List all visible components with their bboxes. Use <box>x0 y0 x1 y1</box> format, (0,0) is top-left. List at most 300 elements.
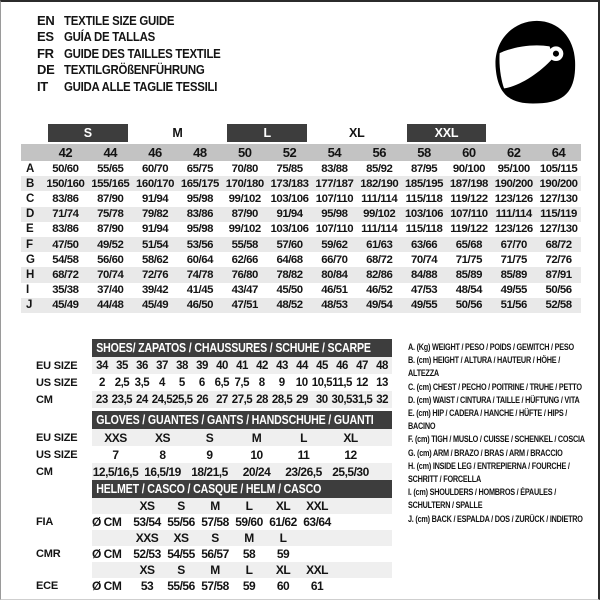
language-row <box>37 45 242 62</box>
row-values <box>92 357 392 374</box>
value-cell: 42 <box>256 359 268 372</box>
size-cell: 64 <box>551 145 566 160</box>
size-cell: XXS <box>135 531 159 545</box>
value-cell: 11 <box>297 447 310 462</box>
measure-cell: 173/183 <box>270 177 309 190</box>
measure-cell: 75/85 <box>276 162 303 175</box>
measure-cell: 50/60 <box>52 162 79 175</box>
value-cell: 24,5 <box>151 393 173 406</box>
measure-cell: 185/195 <box>405 177 444 190</box>
row-letter: B <box>26 177 35 190</box>
measure-cell: 70/74 <box>410 253 438 266</box>
value-cell: 27,5 <box>231 393 253 406</box>
value-cell: 41 <box>236 359 248 372</box>
measure-cell: 52/58 <box>545 299 572 312</box>
row-values <box>92 446 392 463</box>
size-group-label: S <box>48 124 128 142</box>
diameter-cell <box>92 530 130 546</box>
value-cell: 39 <box>196 359 208 372</box>
value-cell: 27 <box>216 393 228 406</box>
measure-cell: 115/118 <box>405 192 443 205</box>
value-cell: 61 <box>310 579 324 593</box>
size-cell: 44 <box>103 145 118 160</box>
measure-row <box>21 237 581 252</box>
legend-item: B. (cm) HEIGHT / ALTURA / HAUTEUR / HÖHE / ALTEZZA <box>408 355 560 380</box>
value-cell: 8 <box>159 447 166 462</box>
measure-cell: 182/190 <box>360 177 399 190</box>
value-cell: 30 <box>315 393 328 406</box>
value-cell: 23/26,5 <box>285 464 322 479</box>
row-values <box>92 562 392 578</box>
value-cell: S <box>205 430 214 445</box>
row-values <box>92 429 392 446</box>
size-group-cell <box>43 124 133 144</box>
value-cell: 2 <box>99 376 105 389</box>
value-cell: 9 <box>278 376 285 389</box>
value-cell: 47 <box>356 359 368 372</box>
value-cell: 11,5 <box>332 376 352 389</box>
measure-cell: 119/122 <box>450 223 488 236</box>
size-cell: 62 <box>506 145 521 160</box>
legend-list <box>408 341 588 526</box>
measure-cell: 107/110 <box>315 223 354 236</box>
sub-row <box>21 429 393 446</box>
size-cell: S <box>177 499 185 513</box>
measure-cell: 83/86 <box>186 208 214 221</box>
measure-cell: 71/75 <box>500 253 527 266</box>
size-cell: 46 <box>148 145 162 160</box>
value-cell: 26 <box>196 393 209 406</box>
value-cell: 53 <box>140 579 154 593</box>
measure-cell: 170/180 <box>225 177 264 190</box>
sub-row <box>21 374 393 391</box>
row-values <box>92 546 392 562</box>
measure-cell: 58/62 <box>141 253 169 266</box>
sizes-row <box>21 144 581 161</box>
value-cell: L <box>300 430 307 445</box>
value-cell: XXS <box>104 430 127 445</box>
size-cell: 48 <box>193 145 207 160</box>
size-group-cell <box>402 124 492 144</box>
row-letter: I <box>26 284 30 297</box>
measure-cell: 64/68 <box>276 253 303 266</box>
value-cell: 36 <box>136 359 148 372</box>
measure-row <box>21 176 581 191</box>
measure-cell: 91/94 <box>141 192 169 205</box>
measure-cell: 44/48 <box>97 299 124 312</box>
measure-cell: 47/53 <box>410 284 438 297</box>
size-cell: XXL <box>306 563 328 577</box>
size-cell: L <box>279 531 287 545</box>
row-values <box>92 374 392 391</box>
measure-cell: 68/72 <box>545 238 572 251</box>
size-cell: XL <box>275 563 291 577</box>
measure-cell: 177/187 <box>315 177 354 190</box>
size-group-cell <box>133 124 223 144</box>
language-list <box>37 12 242 95</box>
legend-item: J. (cm) BACK / ESPALDA / DOS / ZURÜCK / INDIETRO <box>408 513 583 525</box>
row-label: CM <box>36 465 53 478</box>
measure-cell: 85/92 <box>366 162 393 175</box>
measure-cell: 68/72 <box>366 253 393 266</box>
size-group-label: XL <box>349 126 365 140</box>
sub-row <box>21 463 393 480</box>
legend-item: F. (cm) TIGH / MUSLO / CUISSE / SCHENKEL / COSCIA <box>408 434 585 446</box>
row-label: ECE <box>36 580 59 592</box>
helmet-rows <box>21 498 393 594</box>
language-row <box>37 62 242 79</box>
language-row <box>37 78 242 95</box>
size-cell: 56 <box>372 145 387 160</box>
measure-cell: 72/76 <box>141 268 169 281</box>
value-cell: 10 <box>250 447 263 462</box>
size-cell: S <box>211 531 219 545</box>
measure-cell: 119/122 <box>450 192 488 205</box>
value-cell: 23 <box>95 393 108 406</box>
measure-cell: 165/175 <box>180 177 219 190</box>
measure-cell: 74/78 <box>186 268 214 281</box>
value-cell: 12 <box>344 447 357 462</box>
measure-cell: 47/51 <box>231 299 258 312</box>
size-group-label: M <box>172 126 183 140</box>
measure-cell: 48/53 <box>321 299 348 312</box>
size-cell: S <box>177 563 185 577</box>
value-cell: XL <box>343 430 358 445</box>
measure-cell: 95/98 <box>186 223 214 236</box>
value-cell: 6 <box>198 376 205 389</box>
gloves-rows <box>21 429 393 480</box>
guide-title: GUIDA ALLE TAGLIE TESSILI <box>64 78 218 94</box>
measure-cell: 35/38 <box>52 284 79 297</box>
value-cell: XS <box>154 430 170 445</box>
shoes-rows <box>21 357 393 408</box>
row-label <box>21 530 92 546</box>
row-letter: G <box>26 253 35 266</box>
row-letter: F <box>26 238 34 251</box>
measure-cell: 68/72 <box>52 268 79 281</box>
measure-cell: 46/51 <box>321 284 348 297</box>
value-cell: 46 <box>336 359 348 372</box>
sub-row <box>21 391 393 408</box>
shoes-title: SHOES/ ZAPATOS / CHAUSSURES / SCHUHE / SCARPE <box>96 341 371 355</box>
measure-cell: 87/90 <box>97 192 124 205</box>
row-values <box>92 391 392 408</box>
size-cell: XXL <box>306 499 328 513</box>
main-size-table <box>21 124 581 313</box>
measure-cell: 80/84 <box>321 268 348 281</box>
value-cell: 7 <box>112 447 119 462</box>
value-cell: 12 <box>356 376 368 389</box>
measure-cell: 55/65 <box>97 162 124 175</box>
value-cell: 57/58 <box>201 579 229 593</box>
legend-item: A. (Kg) WEIGHT / PESO / POIDS / GEWITCH / PESO <box>408 342 574 353</box>
measure-row <box>21 267 581 282</box>
helmet-values-row <box>21 514 393 530</box>
measure-cell: 115/119 <box>540 208 577 221</box>
measure-cell: 49/55 <box>500 284 527 297</box>
value-cell: 28,5 <box>271 393 293 406</box>
legend-item: D. (cm) WAIST / CINTURA / TAILLE / HÜFTUNG / VITA <box>408 394 580 406</box>
language-code: EN <box>37 12 55 28</box>
helmet-table <box>21 480 393 594</box>
row-label: CMR <box>36 548 61 560</box>
row-label: CM <box>36 393 53 406</box>
sub-row <box>21 357 393 374</box>
row-letter: A <box>26 162 35 175</box>
value-cell: 24 <box>135 393 148 406</box>
measure-cell: 45/49 <box>52 299 79 312</box>
measure-cell: 105/115 <box>539 162 578 175</box>
size-group-cell <box>312 124 402 144</box>
measure-cell: 66/70 <box>321 253 348 266</box>
measure-cell: 37/40 <box>97 284 124 297</box>
size-group-label: L <box>227 124 307 142</box>
measure-cell: 103/106 <box>405 208 444 221</box>
value-cell: 31,5 <box>351 393 373 406</box>
measure-cell: 51/56 <box>500 299 527 312</box>
measure-cell: 48/52 <box>276 299 303 312</box>
size-cell: M <box>244 531 254 545</box>
legend-item: H. (cm) INSIDE LEG / ENTREPIERNA / FOURCHE / SCHRITT / FORCELLA <box>408 460 570 486</box>
measure-cell: 99/102 <box>363 208 396 221</box>
shoes-table <box>21 339 393 408</box>
row-label: US SIZE <box>36 448 78 461</box>
measure-cell: 115/118 <box>405 223 443 236</box>
size-cell: L <box>245 499 253 513</box>
guide-title: GUIDE DES TAILLES TEXTILE <box>64 45 221 61</box>
value-cell: 4 <box>158 376 165 389</box>
row-label: EU SIZE <box>36 359 78 372</box>
measure-cell: 190/200 <box>494 177 533 190</box>
measure-cell: 54/58 <box>52 253 79 266</box>
measure-cell: 60/70 <box>141 162 169 175</box>
row-letter: J <box>26 299 33 312</box>
measure-cell: 71/74 <box>52 208 79 221</box>
helmet-header-bar <box>92 480 392 498</box>
measure-cell: 41/45 <box>186 284 214 297</box>
measure-cell: 127/130 <box>539 192 578 205</box>
measure-cell: 63/66 <box>410 238 438 251</box>
measure-cell: 48/54 <box>455 284 483 297</box>
value-cell: 61/62 <box>269 515 297 529</box>
value-cell: 20/24 <box>242 464 271 479</box>
measure-cell: 91/94 <box>141 223 169 236</box>
measure-cell: 50/56 <box>455 299 483 312</box>
value-cell: 34 <box>96 359 108 372</box>
measure-cell: 67/70 <box>500 238 527 251</box>
measure-cell: 43/47 <box>231 284 258 297</box>
row-label: FIA <box>36 516 54 528</box>
measure-cell: 65/68 <box>455 238 483 251</box>
measure-cell: 111/114 <box>361 192 398 205</box>
value-cell: 57/58 <box>201 515 229 529</box>
measure-cell: 111/114 <box>495 208 532 221</box>
measure-row <box>21 207 581 222</box>
size-group-cell <box>21 124 43 144</box>
measure-cell: 83/86 <box>52 223 79 236</box>
value-cell: 30,5 <box>331 393 352 406</box>
measure-cell: 95/100 <box>497 162 530 175</box>
measure-cell: 62/66 <box>231 253 258 266</box>
row-values <box>92 463 392 480</box>
row-label: US SIZE <box>36 376 78 389</box>
value-cell: 48 <box>376 359 388 372</box>
size-group-cell <box>491 124 536 144</box>
language-code: ES <box>37 29 54 45</box>
measure-cell: 65/75 <box>186 162 214 175</box>
size-group-cell <box>222 124 312 144</box>
guide-title: GUÍA DE TALLAS <box>64 29 155 45</box>
row-letter: C <box>26 192 35 205</box>
measure-row <box>21 283 581 298</box>
value-cell: 63/64 <box>303 515 331 529</box>
value-cell: 58 <box>242 547 256 561</box>
measure-cell: 70/74 <box>97 268 124 281</box>
row-label: EU SIZE <box>36 431 78 444</box>
shoes-header-bar <box>92 339 392 357</box>
legend-item: E. (cm) HIP / CADERA / HANCHE / HÜFTE / HIPS / BACINO <box>408 408 568 433</box>
value-cell: 12,5/16,5 <box>92 464 139 479</box>
row-values <box>92 514 392 530</box>
measure-cell: 107/110 <box>315 192 354 205</box>
value-cell: 54/55 <box>167 547 195 561</box>
guide-title: TEXTILE SIZE GUIDE <box>64 12 175 28</box>
value-cell: 55/56 <box>167 579 195 593</box>
diameter-cell: Ø CM <box>92 579 122 593</box>
measure-cell: 57/60 <box>276 238 303 251</box>
size-cell: L <box>245 563 253 577</box>
measure-cell: 46/52 <box>366 284 393 297</box>
value-cell: 25,5/30 <box>332 464 369 479</box>
helmet-sizes-row <box>21 530 393 546</box>
measure-cell: 150/160 <box>46 177 85 190</box>
measure-cell: 85/89 <box>500 268 527 281</box>
value-cell: 40 <box>216 359 228 372</box>
size-cell: XS <box>173 531 189 545</box>
row-label <box>21 562 92 578</box>
measure-cell: 107/110 <box>450 208 488 221</box>
helmet-values-row <box>21 578 393 594</box>
measure-cell: 155/165 <box>91 177 130 190</box>
value-cell: 59/60 <box>235 515 263 529</box>
value-cell: 56/57 <box>201 547 229 561</box>
measure-cell: 72/76 <box>545 253 572 266</box>
measure-cell: 87/91 <box>545 268 572 281</box>
measure-cell: 190/200 <box>539 177 578 190</box>
language-code: IT <box>37 78 48 94</box>
value-cell: 7,5 <box>234 376 250 389</box>
value-cell: 53/54 <box>133 515 161 529</box>
measure-cell: 70/80 <box>231 162 258 175</box>
row-label <box>21 498 92 514</box>
gloves-table <box>21 411 393 480</box>
value-cell: 60 <box>276 579 290 593</box>
measure-cell: 60/64 <box>186 253 214 266</box>
value-cell: 18/21,5 <box>191 464 228 479</box>
value-cell: 38 <box>176 359 188 372</box>
value-cell: 13 <box>376 376 388 389</box>
measure-cell: 39/42 <box>141 284 169 297</box>
measure-cell: 160/170 <box>136 177 175 190</box>
diameter-cell: Ø CM <box>92 547 122 561</box>
measure-row <box>21 222 581 237</box>
legend-item: G. (cm) ARM / BRAZO / BRAS / ARM / BRACCIO <box>408 447 563 459</box>
value-cell: 10,5 <box>311 376 333 389</box>
measure-row <box>21 298 581 313</box>
measure-cell: 76/80 <box>231 268 258 281</box>
value-cell: 9 <box>206 447 213 462</box>
letter-cell <box>21 144 43 161</box>
value-cell: M <box>251 430 262 445</box>
value-cell: 10 <box>295 376 308 389</box>
measure-row <box>21 161 581 176</box>
value-cell: 2,5 <box>114 376 130 389</box>
measure-cell: 95/98 <box>321 208 348 221</box>
sub-row <box>21 446 393 463</box>
measure-row <box>21 252 581 267</box>
measure-cell: 59/62 <box>321 238 348 251</box>
measure-cell: 99/102 <box>228 223 261 236</box>
measure-cell: 84/88 <box>410 268 438 281</box>
size-cell: M <box>210 499 220 513</box>
row-values <box>92 578 392 594</box>
measure-cell: 82/86 <box>366 268 393 281</box>
diameter-cell <box>92 562 130 578</box>
value-cell: 59 <box>242 579 256 593</box>
value-cell: 23,5 <box>111 393 133 406</box>
helmet-title: HELMET / CASCO / CASQUE / HELM / CASCO <box>96 482 322 496</box>
measure-cell: 123/126 <box>494 192 533 205</box>
size-group-label: XXL <box>407 124 487 142</box>
measure-cell: 79/82 <box>141 208 169 221</box>
measure-cell: 187/198 <box>449 177 488 190</box>
value-cell: 6,5 <box>214 376 230 389</box>
size-cell: 54 <box>327 145 342 160</box>
size-cell: 60 <box>462 145 476 160</box>
row-values <box>92 498 392 514</box>
measure-cell: 85/89 <box>455 268 483 281</box>
measure-cell: 56/60 <box>97 253 124 266</box>
measure-cell: 123/126 <box>494 223 533 236</box>
row-values <box>92 530 392 546</box>
measure-cell: 83/88 <box>321 162 348 175</box>
measure-row <box>21 191 581 206</box>
measure-cell: 45/50 <box>276 284 303 297</box>
language-code: FR <box>37 45 54 61</box>
value-cell: 55/56 <box>167 515 195 529</box>
helmet-sizes-row <box>21 562 393 578</box>
size-cell: 50 <box>237 145 252 160</box>
value-cell: 35 <box>116 359 128 372</box>
measure-cell: 103/106 <box>270 192 309 205</box>
measure-cell: 91/94 <box>276 208 303 221</box>
value-cell: 59 <box>276 547 290 561</box>
helmet-sizes-row <box>21 498 393 514</box>
measure-cell: 49/54 <box>366 299 393 312</box>
value-cell: 8 <box>258 376 265 389</box>
diameter-cell: Ø CM <box>92 515 122 529</box>
measure-cell: 46/50 <box>186 299 214 312</box>
measure-cell: 55/58 <box>231 238 258 251</box>
helmet-icon <box>480 14 582 108</box>
measure-cell: 90/100 <box>452 162 485 175</box>
value-cell: 29 <box>296 393 308 406</box>
language-row <box>37 29 242 46</box>
measure-cell: 127/130 <box>539 223 578 236</box>
size-group-row <box>21 124 581 144</box>
measure-cell: 75/78 <box>97 208 124 221</box>
legend-item: I. (cm) SHOULDERS / HOMBROS / ÉPAULES / SCHULTERN / SPALLE <box>408 487 556 512</box>
